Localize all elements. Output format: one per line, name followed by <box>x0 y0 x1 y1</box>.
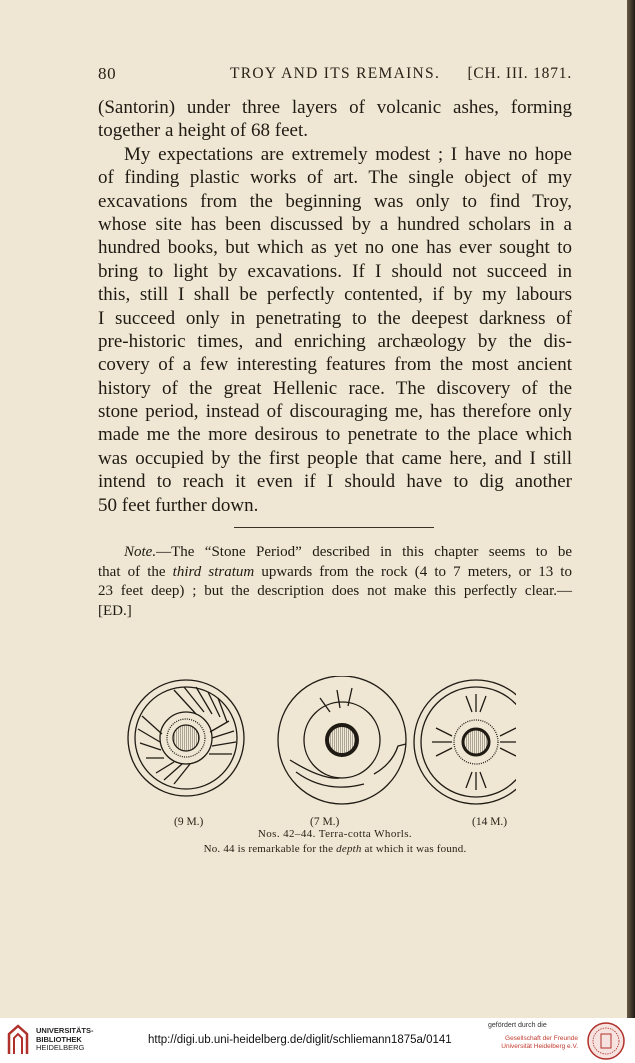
note-line: 23 feet deep) ; but the description does not make this perfectly clear.— <box>98 583 572 599</box>
library-name-line: BIBLIOTHEK <box>36 1034 82 1044</box>
sponsor-line: Gesellschaft der Freunde <box>505 1035 578 1042</box>
whorl-43-drawing <box>278 676 406 804</box>
figure-label-42: (9 M.) <box>174 816 204 828</box>
editor-note <box>98 543 572 621</box>
note-text: —The “Stone Period” described in this chapter seems to be <box>156 544 572 560</box>
caption-italic: depth <box>336 843 362 855</box>
text-line: pre-historic times, and enriching archæology by the dis- <box>98 330 572 352</box>
text-line: history of the great Hellenic race. The discovery of the <box>98 377 572 399</box>
note-line <box>98 543 572 563</box>
note-label: Note. <box>124 544 157 560</box>
text-line: made me the more desirous to penetrate to the place which <box>98 424 572 446</box>
whorl-42-drawing <box>128 680 244 796</box>
library-name-line: UNIVERSITÄTS- <box>36 1026 94 1035</box>
figure-caption-note <box>98 843 572 855</box>
note-text: that of the <box>98 563 173 580</box>
chapter-reference: [CH. III. 1871. <box>467 65 572 82</box>
text-line: bring to light by excavations. If I should not succeed in <box>98 260 572 282</box>
text-line: intend to reach it even if I should have to dig another <box>98 471 572 493</box>
text-line: covery of a few interesting features from the most ancient <box>98 354 572 376</box>
library-name-line: HEIDELBERG <box>36 1043 85 1053</box>
text-line: My expectations are extremely modest ; I have no hope <box>124 143 572 165</box>
book-spine-edge <box>627 0 635 1018</box>
text-line: was occupied by the first people that came here, and I still <box>98 447 572 469</box>
text-line: I succeed only in penetrating to the deepest darkness of <box>98 307 572 329</box>
main-text <box>98 96 572 517</box>
note-line <box>98 563 572 583</box>
caption-text: at which it was found. <box>361 843 467 855</box>
whorl-44-drawing <box>414 680 516 804</box>
text-line: this, still I shall be perfectly contented, if by my labours <box>98 284 572 306</box>
figure-label-43: (7 M.) <box>310 816 340 828</box>
digitization-footer <box>0 1018 635 1063</box>
note-italic: third stratum <box>172 563 255 580</box>
funded-by-text: gefördert durch die <box>488 1022 547 1029</box>
sponsor-line: Universität Heidelberg e.V. <box>501 1043 578 1050</box>
permalink-url[interactable]: http://digi.ub.uni-heidelberg.de/diglit/schliemann1875a/0141 <box>148 1034 452 1046</box>
text-line: of finding plastic works of art. The single object of my <box>98 167 572 189</box>
university-seal-icon <box>585 1021 627 1061</box>
page-number: 80 <box>98 64 117 83</box>
note-text: upwards from the rock (4 to 7 meters, or 13 to <box>254 563 572 580</box>
figure-caption: Nos. 42–44. Terra-cotta Whorls. <box>257 828 413 840</box>
sponsor-name <box>486 1035 578 1051</box>
note-line: [ED.] <box>98 602 132 619</box>
text-line: whose site has been discussed by a hundred scholars in a <box>98 213 572 235</box>
whorl-illustrations <box>126 676 516 816</box>
university-library-logo <box>6 1024 30 1056</box>
text-line: excavations from the beginning was only to find Troy, <box>98 190 572 212</box>
library-name <box>36 1027 94 1053</box>
figure-label-44: (14 M.) <box>472 816 508 828</box>
caption-text: No. 44 is remarkable for the <box>203 843 337 855</box>
text-line: (Santorin) under three layers of volcanic ashes, forming <box>98 97 572 118</box>
text-line: stone period, instead of discouraging me, has therefore only <box>98 401 572 423</box>
text-line: hundred books, but which as yet no one has ever sought to <box>98 237 572 259</box>
section-divider <box>234 527 434 528</box>
running-header <box>98 64 572 86</box>
running-title: TROY AND ITS REMAINS. <box>230 65 441 82</box>
text-line: together a height of 68 feet. <box>98 120 308 142</box>
text-line: 50 feet further down. <box>98 494 259 516</box>
